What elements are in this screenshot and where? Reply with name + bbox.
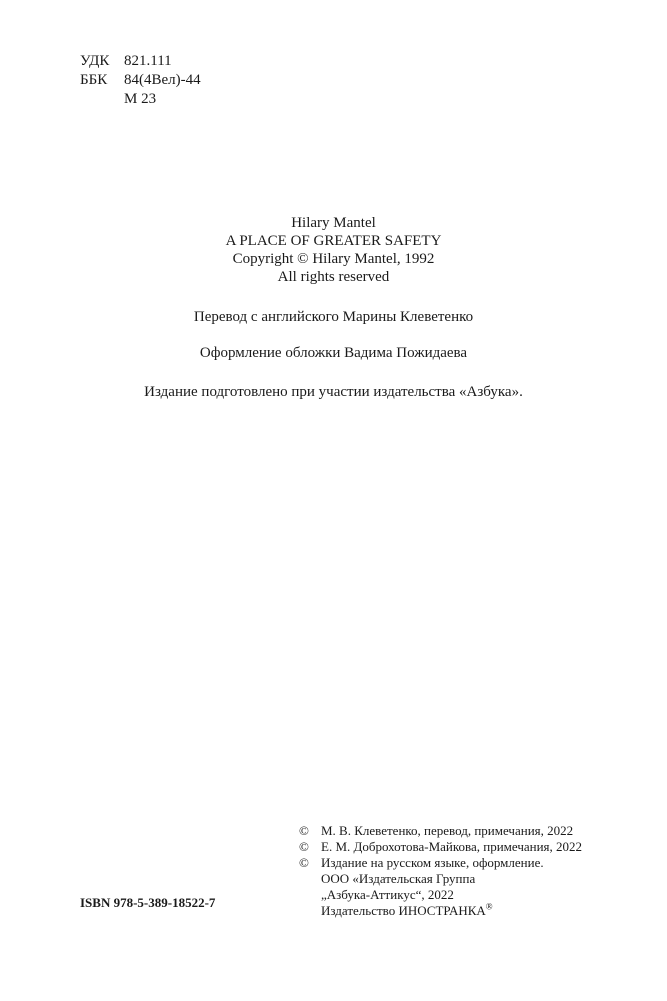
original-title: A PLACE OF GREATER SAFETY [225, 233, 442, 249]
bbk-row [80, 71, 201, 90]
original-copyright: Copyright © Hilary Mantel, 1992 [232, 251, 435, 267]
copyright-symbol: © [299, 823, 309, 838]
author-mark-row [80, 90, 201, 109]
original-author: Hilary Mantel [291, 215, 376, 231]
publisher-line: „Азбука-Аттикус“, 2022 [321, 887, 454, 902]
isbn: ISBN 978-5-389-18522-7 [80, 895, 216, 910]
imprint-line [299, 903, 582, 919]
copyright-line [299, 855, 582, 871]
copyright-translator: М. В. Клеветенко, перевод, примечания, 2022 [321, 823, 574, 838]
copyright-line [299, 839, 582, 855]
edition-note: Издание подготовлено при участии издательства «Азбука». [144, 384, 523, 400]
bbk-label: ББК [80, 72, 108, 88]
classification-block [80, 52, 201, 109]
translator-credit: Перевод с английского Марины Клеветенко [193, 309, 474, 325]
rights-reserved: All rights reserved [277, 269, 390, 285]
author-mark: М 23 [124, 91, 157, 107]
original-edition-block [0, 214, 667, 286]
imprint-name: Издательство ИНОСТРАНКА [321, 903, 486, 918]
copyright-notices [299, 823, 582, 919]
bbk-value: 84(4Вел)-44 [124, 72, 201, 88]
udk-label: УДК [80, 53, 110, 69]
registered-mark: ® [485, 901, 493, 912]
publisher-line: ООО «Издательская Группа [321, 871, 476, 886]
copyright-symbol: © [299, 839, 309, 854]
copyright-line [299, 823, 582, 839]
copyright-edition: Издание на русском языке, оформление. [321, 855, 544, 870]
copyright-symbol: © [299, 855, 309, 870]
udk-row [80, 52, 201, 71]
copyright-notes: Е. М. Доброхотова-Майкова, примечания, 2022 [321, 839, 583, 854]
udk-value: 821.111 [124, 53, 172, 69]
cover-design-credit: Оформление обложки Вадима Пожидаева [199, 345, 468, 361]
